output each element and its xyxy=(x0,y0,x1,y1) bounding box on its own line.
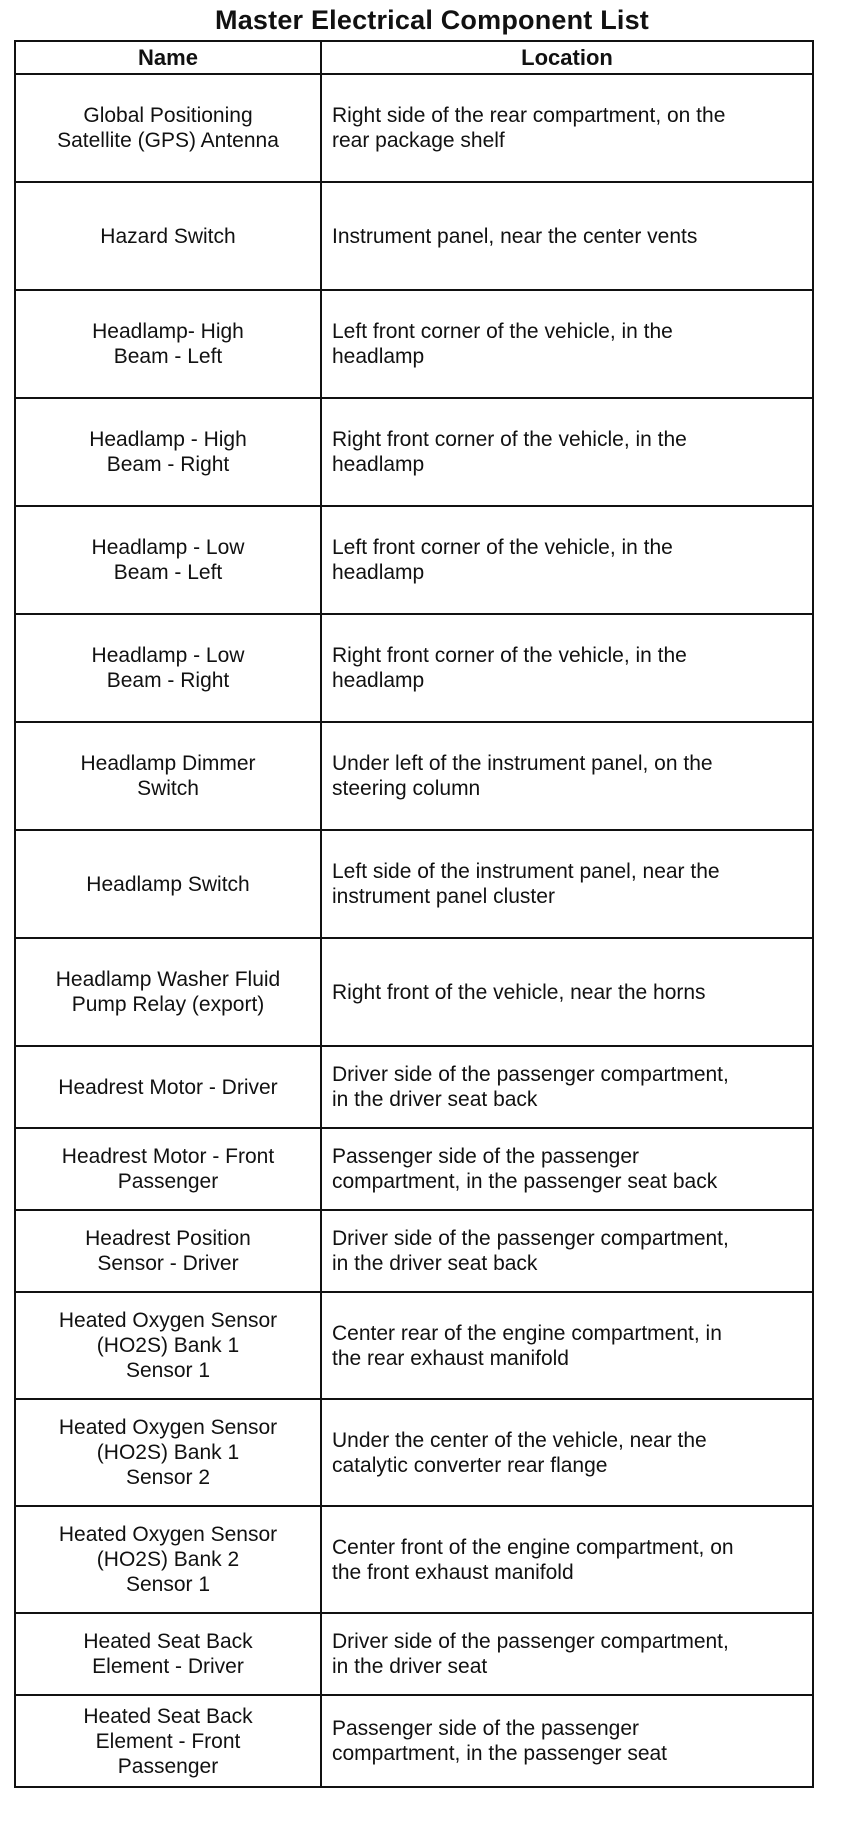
component-name: Headlamp Dimmer Switch xyxy=(80,752,256,800)
column-header-location: Location xyxy=(321,41,813,74)
component-location-cell xyxy=(321,182,813,290)
component-name: Headrest Position Sensor - Driver xyxy=(85,1227,251,1275)
component-name: Headlamp - High Beam - Right xyxy=(89,428,247,476)
component-name-cell xyxy=(15,1613,321,1695)
component-location: Left front corner of the vehicle, in the headlamp xyxy=(332,536,673,584)
component-location: Instrument panel, near the center vents xyxy=(332,224,698,248)
component-location-cell xyxy=(321,830,813,938)
component-name: Global Positioning Satellite (GPS) Antenna xyxy=(57,104,279,152)
component-name-cell xyxy=(15,290,321,398)
component-name: Headlamp Washer Fluid Pump Relay (export) xyxy=(55,968,281,1016)
component-name: Heated Oxygen Sensor (HO2S) Bank 1 Sensor 2 xyxy=(58,1416,278,1489)
component-name-cell xyxy=(15,938,321,1046)
component-name-cell xyxy=(15,1399,321,1506)
component-name-cell xyxy=(15,1046,321,1128)
component-location: Driver side of the passenger compartment, in the driver seat back xyxy=(332,1063,729,1111)
table-row xyxy=(15,1046,813,1128)
table-row xyxy=(15,290,813,398)
component-location: Driver side of the passenger compartment, in the driver seat back xyxy=(332,1227,729,1275)
table-row xyxy=(15,74,813,182)
component-name-cell xyxy=(15,1128,321,1210)
component-location-cell xyxy=(321,1695,813,1787)
component-location-cell xyxy=(321,398,813,506)
component-name-cell xyxy=(15,506,321,614)
component-location-cell xyxy=(321,1506,813,1613)
component-name-cell xyxy=(15,614,321,722)
component-location-cell xyxy=(321,1210,813,1292)
component-name-cell xyxy=(15,722,321,830)
component-name: Headlamp- High Beam - Left xyxy=(92,320,244,368)
component-location: Right front corner of the vehicle, in the headlamp xyxy=(332,428,687,476)
table-row xyxy=(15,614,813,722)
component-location: Driver side of the passenger compartment, in the driver seat xyxy=(332,1630,729,1678)
component-location: Under left of the instrument panel, on the steering column xyxy=(332,752,713,800)
component-location: Under the center of the vehicle, near the catalytic converter rear flange xyxy=(332,1428,707,1477)
page-title: Master Electrical Component List xyxy=(215,5,649,35)
component-name: Headlamp - Low Beam - Right xyxy=(91,644,245,692)
table-row xyxy=(15,1695,813,1787)
component-name-cell xyxy=(15,1210,321,1292)
component-name-cell xyxy=(15,1292,321,1399)
component-name-cell xyxy=(15,830,321,938)
table-row xyxy=(15,506,813,614)
component-location-cell xyxy=(321,1399,813,1506)
component-location-cell xyxy=(321,1046,813,1128)
component-location-cell xyxy=(321,938,813,1046)
component-location: Passenger side of the passenger compartment, in the passenger seat back xyxy=(332,1145,718,1193)
component-location-cell xyxy=(321,1613,813,1695)
component-name: Headlamp Switch xyxy=(86,872,250,896)
component-name: Headrest Motor - Front Passenger xyxy=(61,1145,275,1193)
component-location: Passenger side of the passenger compartment, in the passenger seat xyxy=(332,1717,668,1765)
component-location: Left front corner of the vehicle, in the headlamp xyxy=(332,320,673,368)
component-location-cell xyxy=(321,290,813,398)
component-name-cell xyxy=(15,398,321,506)
component-location: Right front corner of the vehicle, in the headlamp xyxy=(332,644,687,692)
component-name: Heated Seat Back Element - Driver xyxy=(83,1630,253,1678)
table-row xyxy=(15,182,813,290)
table-row xyxy=(15,830,813,938)
component-table xyxy=(14,40,814,1788)
component-location: Right front of the vehicle, near the horns xyxy=(332,980,706,1004)
table-header-row xyxy=(15,41,813,74)
component-name: Headlamp - Low Beam - Left xyxy=(91,536,245,584)
component-name-cell xyxy=(15,1695,321,1787)
component-name: Hazard Switch xyxy=(100,224,236,248)
component-name: Headrest Motor - Driver xyxy=(58,1075,278,1099)
component-location-cell xyxy=(321,74,813,182)
component-name: Heated Oxygen Sensor (HO2S) Bank 2 Sensor 1 xyxy=(58,1523,278,1596)
component-name: Heated Oxygen Sensor (HO2S) Bank 1 Sensor 1 xyxy=(58,1309,278,1382)
table-row xyxy=(15,1399,813,1506)
component-name: Heated Seat Back Element - Front Passenger xyxy=(83,1704,253,1778)
component-location-cell xyxy=(321,722,813,830)
component-location: Center rear of the engine compartment, in the rear exhaust manifold xyxy=(332,1321,722,1370)
component-location-cell xyxy=(321,614,813,722)
table-row xyxy=(15,722,813,830)
component-name-cell xyxy=(15,74,321,182)
component-name-cell xyxy=(15,1506,321,1613)
component-location: Left side of the instrument panel, near the instrument panel cluster xyxy=(332,860,720,908)
table-row xyxy=(15,1506,813,1613)
component-location-cell xyxy=(321,506,813,614)
component-location-cell xyxy=(321,1292,813,1399)
component-location: Center front of the engine compartment, on the front exhaust manifold xyxy=(332,1535,734,1584)
component-name-cell xyxy=(15,182,321,290)
table-row xyxy=(15,1613,813,1695)
table-row xyxy=(15,398,813,506)
table-row xyxy=(15,1292,813,1399)
table-row xyxy=(15,938,813,1046)
table-row xyxy=(15,1210,813,1292)
column-header-name: Name xyxy=(15,41,321,74)
component-location: Right side of the rear compartment, on the rear package shelf xyxy=(332,104,726,152)
table-row xyxy=(15,1128,813,1210)
component-location-cell xyxy=(321,1128,813,1210)
